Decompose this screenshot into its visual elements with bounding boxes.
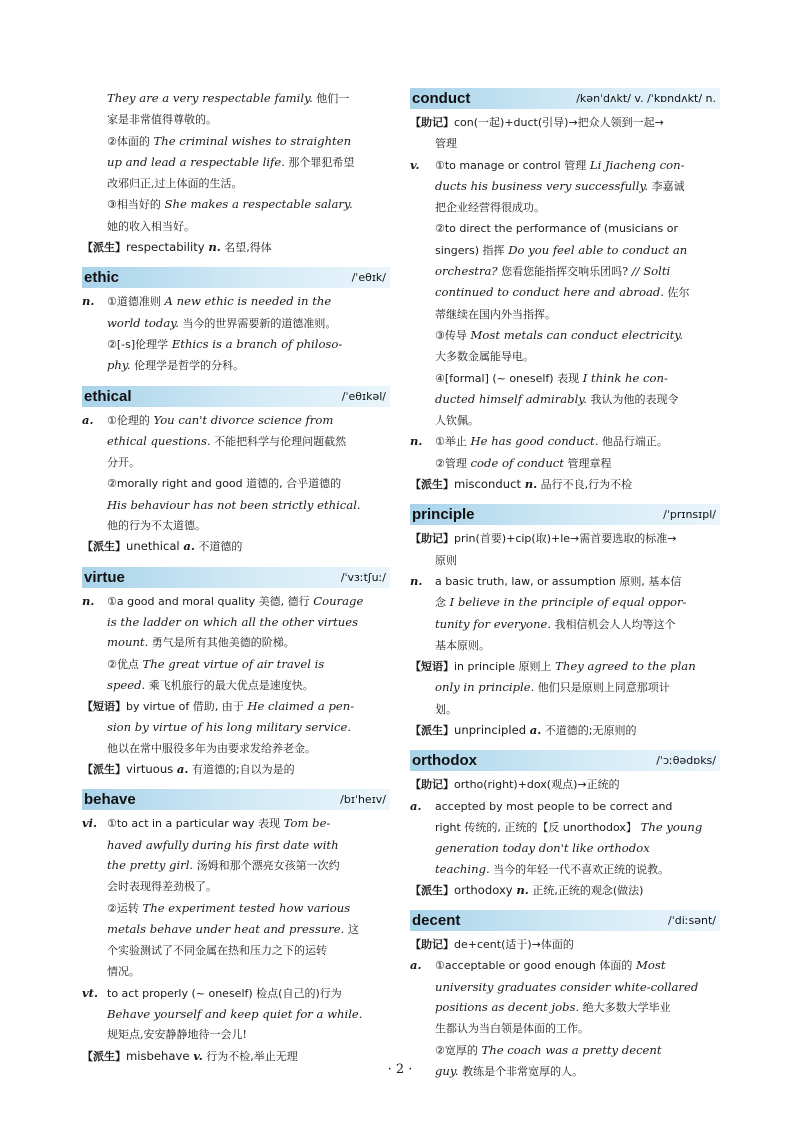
definition-line: ④[formal] (~ oneself) 表现 I think he con- [435, 370, 668, 385]
sense-block [410, 571, 720, 656]
definition-line: the pretty girl. 汤姆和那个漂亮女孩第一次约 [107, 857, 340, 872]
definition-line: 她的收入相当好。 [107, 219, 195, 233]
definition-line: His behaviour has not been strictly ethical. [107, 497, 361, 512]
definition-line: ethical questions. 不能把科学与伦理问题截然 [107, 433, 347, 448]
part-of-speech: a. [410, 798, 422, 813]
definition-line: right 传统的, 正统的【反 unorthodox】 The young [435, 819, 703, 834]
headword: decent [412, 912, 461, 930]
phrase-line: 【短语】in principle 原则上 They agreed to the plan [410, 659, 696, 674]
definition-line: ②to direct the performance of (musicians or [435, 222, 678, 236]
definition-line: 生都认为当白领是体面的工作。 [435, 1022, 589, 1036]
entry-respectable-continued [82, 88, 390, 258]
part-of-speech: n. [410, 573, 423, 588]
mnemonic-line: 管理 [435, 137, 457, 151]
headword-bar [410, 750, 720, 771]
phonetic: /ˈeθɪk/ [351, 271, 386, 285]
definition-line: ②体面的 The criminal wishes to straighten [107, 133, 352, 148]
sense-block [82, 983, 390, 1046]
definition-line: haved awfully during his first date with [107, 837, 339, 852]
definition-line: 他的行为不太道德。 [107, 519, 206, 533]
phrase-line: only in principle. 他们只是原则上同意那项计 [435, 680, 670, 695]
headword: ethic [84, 269, 120, 287]
derived-line: 【派生】orthodoxy n. 正统,正统的观念(做法) [410, 882, 644, 897]
sense-block [82, 591, 390, 696]
headword-bar [410, 910, 720, 931]
definition-line: accepted by most people to be correct and [435, 799, 673, 813]
phonetic: /kənˈdʌkt/ v. /ˈkɒndʌkt/ n. [576, 92, 716, 105]
definition-line: ③相当好的 She makes a respectable salary. [107, 197, 353, 212]
definition-line: ①道德准则 A new ethic is needed in the [107, 294, 332, 309]
definition-line: 分开。 [107, 456, 140, 470]
headword: behave [84, 791, 136, 809]
entry-behave [82, 789, 390, 1067]
sense-block [410, 431, 720, 474]
sense-block [410, 155, 720, 432]
definition-line: 会时表现得差劲极了。 [107, 880, 217, 894]
definition-line: 个实验测试了不同金属在热和压力之下的运转 [107, 944, 327, 958]
definition-line: metals behave under heat and pressure. 这 [107, 921, 359, 936]
part-of-speech: vi. [82, 816, 98, 831]
definition-line: ①伦理的 You can't divorce science from [107, 412, 334, 427]
definition-line: tunity for everyone. 我相信机会人人均等这个 [435, 616, 676, 631]
headword-bar [82, 386, 390, 407]
headword: ethical [84, 387, 132, 405]
page-number: · 2 · [387, 1062, 413, 1077]
part-of-speech: vt. [82, 985, 98, 1000]
phonetic: /ˈɔːθədɒks/ [656, 754, 716, 768]
definition-line: 规矩点,安安静静地待一会儿! [107, 1028, 247, 1042]
definition-line: a basic truth, law, or assumption 原则, 基本信 [435, 574, 682, 588]
phonetic: /ˈprɪnsɪpl/ [663, 508, 716, 522]
definition-line: ①a good and moral quality 美德, 德行 Courage [107, 593, 364, 608]
definition-line: orchestra? 您看您能指挥交响乐团吗? // Solti [435, 264, 671, 279]
definition-line: They are a very respectable family. 他们一 [107, 91, 350, 105]
part-of-speech: v. [410, 157, 420, 172]
sense-block [82, 410, 390, 537]
phonetic: /bɪˈheɪv/ [340, 793, 386, 807]
definition-line: 基本原则。 [435, 638, 490, 652]
definition-line: up and lead a respectable life. 那个罪犯希望 [107, 154, 355, 169]
definition-line: ①to act in a particular way 表现 Tom be- [107, 816, 331, 831]
mnemonic-line: 【助记】prin(首要)+cip(取)+le→需首要选取的标准→ [410, 532, 677, 546]
derived-line: 【派生】unprincipled a. 不道德的;无原则的 [410, 723, 637, 738]
derived-line: 【派生】misconduct n. 品行不良,行为不检 [410, 477, 633, 492]
phonetic: /ˈdiːsənt/ [668, 914, 716, 928]
part-of-speech: a. [82, 412, 94, 427]
definition-line: 大多数金属能导电。 [435, 350, 534, 364]
part-of-speech: n. [410, 434, 423, 449]
definition-line: speed. 乘飞机旅行的最大优点是速度快。 [107, 677, 314, 692]
definition-line: teaching. 当今的年轻一代不喜欢正统的说教。 [435, 861, 670, 876]
definition-line: continued to conduct here and abroad. 佐尔 [435, 285, 690, 300]
definition-line: to act properly (~ oneself) 检点(自己的)行为 [107, 986, 342, 1000]
headword: conduct [412, 90, 471, 107]
entry-ethical [82, 386, 390, 558]
definition-line: ②morally right and good 道德的, 合乎道德的 [107, 477, 342, 491]
definition-line: phy. 伦理学是哲学的分科。 [107, 358, 245, 373]
definition-line: 念 I believe in the principle of equal oppor- [435, 595, 687, 610]
definition-line: ducted himself admirably. 我认为他的表现令 [435, 391, 679, 406]
definition-line: generation today don't like orthodox [435, 841, 650, 856]
definition-line: 人钦佩。 [435, 414, 479, 428]
definition-line: mount. 勇气是所有其他美德的阶梯。 [107, 635, 295, 650]
headword: principle [412, 506, 475, 524]
left-column [82, 88, 390, 1076]
derived-line: 【派生】unethical a. 不道德的 [82, 539, 243, 554]
sense-block [82, 813, 390, 982]
definition-line: 蒂继续在国内外当指挥。 [435, 307, 556, 321]
definition-line: positions as decent jobs. 绝大多数大学毕业 [435, 999, 671, 1014]
headword-bar [82, 567, 390, 588]
right-column [410, 88, 720, 1091]
entry-orthodox [410, 750, 720, 901]
mnemonic-line: 【助记】de+cent(适于)→体面的 [410, 938, 574, 952]
phrase-line: 划。 [435, 702, 457, 716]
definition-line: ②管理 code of conduct 管理章程 [435, 455, 612, 470]
definition-line: ①acceptable or good enough 体面的 Most [435, 958, 666, 973]
part-of-speech: a. [410, 958, 422, 973]
entry-conduct [410, 88, 720, 495]
definition-line: Behave yourself and keep quiet for a while. [107, 1006, 363, 1021]
mnemonic-line: 原则 [435, 553, 457, 567]
headword-bar [410, 504, 720, 525]
phrase-line: 他以在常中服役多年为由要求发给养老金。 [107, 741, 316, 755]
derived-line: 【派生】respectability n. 名望,得体 [82, 240, 272, 255]
definition-line: world today. 当今的世界需要新的道德准则。 [107, 315, 337, 330]
definition-line: ducts his business very successfully. 李嘉诚 [435, 178, 685, 193]
headword-bar [82, 789, 390, 810]
headword: virtue [84, 568, 125, 586]
definition-line: ①举止 He has good conduct. 他品行端正。 [435, 434, 668, 449]
definition-line: 改邪归正,过上体面的生活。 [107, 177, 243, 191]
definition-line: university graduates consider white-collared [435, 979, 699, 994]
phrase-line: sion by virtue of his long military service. [107, 720, 352, 735]
phrase-line: 【短语】by virtue of 借助, 由于 He claimed a pen- [82, 699, 355, 714]
part-of-speech: n. [82, 593, 95, 608]
entry-ethic [82, 267, 390, 376]
phonetic: /ˈvɜːtʃuː/ [340, 570, 386, 584]
definition-line: is the ladder on which all the other virtues [107, 614, 359, 629]
definition-line: 家是非常值得尊敬的。 [107, 113, 217, 127]
headword: orthodox [412, 752, 477, 770]
sense-block [82, 291, 390, 376]
entry-decent [410, 910, 720, 1082]
derived-line: 【派生】misbehave v. 行为不检,举止无理 [82, 1048, 298, 1063]
entry-virtue [82, 567, 390, 781]
definition-line: ②运转 The experiment tested how various [107, 900, 351, 915]
definition-line: ②[-s]伦理学 Ethics is a branch of philoso- [107, 336, 343, 351]
definition-line: ①to manage or control 管理 Li Jiacheng con- [435, 157, 685, 172]
entry-principle [410, 504, 720, 741]
headword-bar [82, 267, 390, 288]
definition-line: singers) 指挥 Do you feel able to conduct an [435, 242, 688, 257]
part-of-speech: n. [82, 294, 95, 309]
definition-line: 情况。 [107, 965, 140, 979]
mnemonic-line: 【助记】ortho(right)+dox(观点)→正统的 [410, 778, 620, 792]
definition-line: 把企业经营得很成功。 [435, 201, 545, 215]
derived-line: 【派生】virtuous a. 有道德的;自以为是的 [82, 762, 295, 777]
definition-line: ②优点 The great virtue of air travel is [107, 656, 325, 671]
mnemonic-line: 【助记】con(一起)+duct(引导)→把众人领到一起→ [410, 116, 664, 129]
phonetic: /ˈeθɪkəl/ [341, 389, 386, 403]
headword-bar [410, 88, 720, 109]
definition-line: ②宽厚的 The coach was a pretty decent [435, 1042, 662, 1057]
sense-block [410, 796, 720, 880]
definition-line: ③传导 Most metals can conduct electricity. [435, 327, 684, 342]
definition-line: guy. 教练是个非常宽厚的人。 [435, 1063, 584, 1078]
